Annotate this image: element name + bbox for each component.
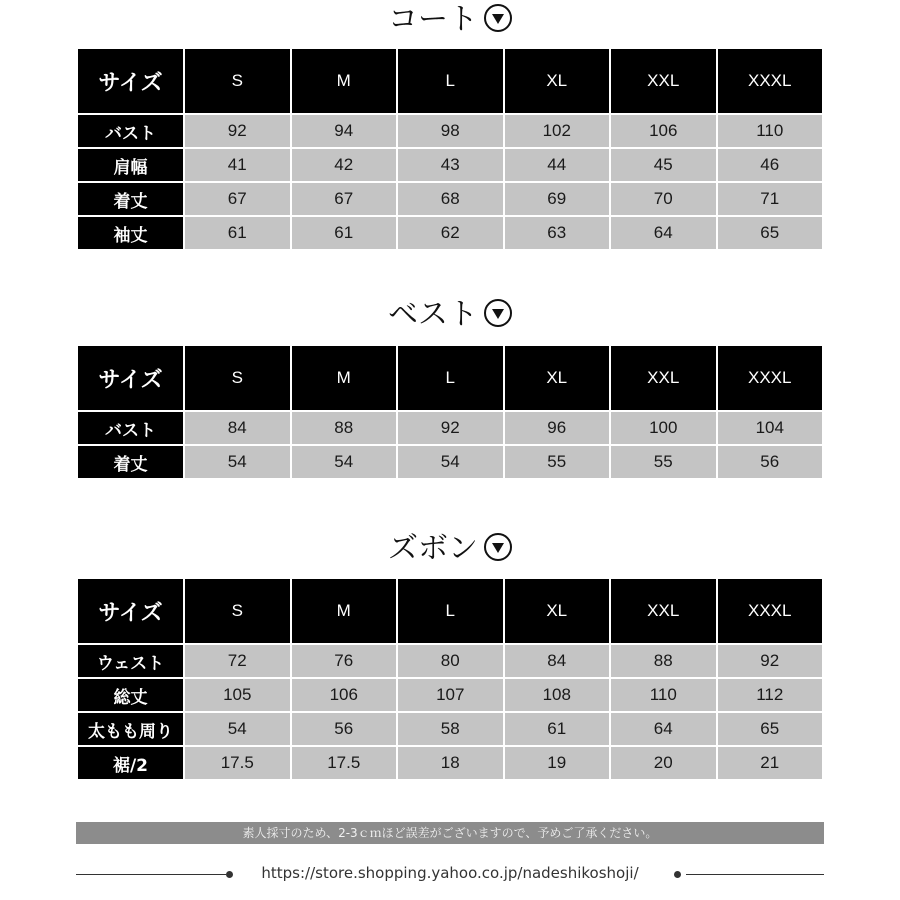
table-cell: 88 (291, 411, 398, 445)
table-cell: 61 (291, 216, 398, 250)
table-cell: 112 (717, 678, 824, 712)
table-cell: 69 (504, 182, 611, 216)
vest-size-xl: XL (504, 345, 611, 411)
coat-size-m: M (291, 48, 398, 114)
table-cell: 84 (184, 411, 291, 445)
table-cell: 42 (291, 148, 398, 182)
table-cell: 106 (291, 678, 398, 712)
chevron-down-icon (484, 4, 512, 32)
table-cell: 72 (184, 644, 291, 678)
table-cell: 64 (610, 712, 717, 746)
table-cell: 19 (504, 746, 611, 780)
table-cell: 45 (610, 148, 717, 182)
table-cell: 46 (717, 148, 824, 182)
pants-row-waist (77, 644, 823, 678)
table-cell: 54 (184, 712, 291, 746)
vest-section-title (0, 295, 900, 335)
pants-row-hem (77, 746, 823, 780)
table-cell: 94 (291, 114, 398, 148)
table-cell: 67 (184, 182, 291, 216)
measurement-note: 素人採寸のため、2-3ｃｍほど誤差がございますので、予めご了承ください。 (76, 822, 824, 844)
row-label: 太もも周り (77, 712, 184, 746)
row-label: 着丈 (77, 182, 184, 216)
table-cell: 56 (717, 445, 824, 479)
table-cell: 41 (184, 148, 291, 182)
table-cell: 76 (291, 644, 398, 678)
pants-size-xxl: XXL (610, 578, 717, 644)
table-cell: 61 (504, 712, 611, 746)
table-cell: 58 (397, 712, 504, 746)
pants-title-text: ズボン (388, 531, 478, 566)
vest-title-text: ベスト (388, 297, 478, 332)
table-cell: 105 (184, 678, 291, 712)
pants-size-xxxl: XXXL (717, 578, 824, 644)
table-cell: 18 (397, 746, 504, 780)
table-cell: 43 (397, 148, 504, 182)
pants-size-table (76, 577, 824, 781)
coat-header-row (77, 48, 823, 114)
table-cell: 54 (397, 445, 504, 479)
table-cell: 110 (717, 114, 824, 148)
table-cell: 67 (291, 182, 398, 216)
coat-size-xxxl: XXXL (717, 48, 824, 114)
vest-size-s: S (184, 345, 291, 411)
table-cell: 96 (504, 411, 611, 445)
table-cell: 98 (397, 114, 504, 148)
table-cell: 63 (504, 216, 611, 250)
coat-section-title (0, 0, 900, 40)
coat-row-sleeve (77, 216, 823, 250)
chevron-down-icon (484, 299, 512, 327)
table-cell: 92 (397, 411, 504, 445)
table-cell: 70 (610, 182, 717, 216)
store-url-link[interactable]: https://store.shopping.yahoo.co.jp/nadeshikoshoji/ (261, 864, 639, 882)
table-cell: 108 (504, 678, 611, 712)
footer (76, 862, 824, 886)
coat-header-label: サイズ (77, 48, 184, 114)
coat-size-xxl: XXL (610, 48, 717, 114)
row-label: バスト (77, 114, 184, 148)
vest-row-length (77, 445, 823, 479)
table-cell: 65 (717, 712, 824, 746)
row-label: 裾/2 (77, 746, 184, 780)
row-label: ウェスト (77, 644, 184, 678)
table-cell: 55 (504, 445, 611, 479)
table-cell: 65 (717, 216, 824, 250)
row-label: 袖丈 (77, 216, 184, 250)
table-cell: 80 (397, 644, 504, 678)
vest-header-row (77, 345, 823, 411)
table-cell: 100 (610, 411, 717, 445)
footer-dot-right (674, 871, 681, 878)
table-cell: 62 (397, 216, 504, 250)
table-cell: 17.5 (291, 746, 398, 780)
table-cell: 17.5 (184, 746, 291, 780)
table-cell: 56 (291, 712, 398, 746)
table-cell: 44 (504, 148, 611, 182)
vest-size-xxl: XXL (610, 345, 717, 411)
chevron-down-icon (484, 533, 512, 561)
row-label: バスト (77, 411, 184, 445)
table-cell: 92 (184, 114, 291, 148)
table-cell: 104 (717, 411, 824, 445)
table-cell: 71 (717, 182, 824, 216)
coat-size-l: L (397, 48, 504, 114)
table-cell: 102 (504, 114, 611, 148)
row-label: 肩幅 (77, 148, 184, 182)
row-label: 総丈 (77, 678, 184, 712)
vest-size-table (76, 344, 824, 480)
pants-header-row (77, 578, 823, 644)
table-cell: 110 (610, 678, 717, 712)
vest-row-bust (77, 411, 823, 445)
coat-row-length (77, 182, 823, 216)
table-cell: 92 (717, 644, 824, 678)
vest-size-l: L (397, 345, 504, 411)
coat-size-xl: XL (504, 48, 611, 114)
footer-divider-right (686, 874, 824, 875)
pants-row-total-length (77, 678, 823, 712)
table-cell: 106 (610, 114, 717, 148)
table-cell: 54 (184, 445, 291, 479)
table-cell: 68 (397, 182, 504, 216)
coat-size-s: S (184, 48, 291, 114)
pants-header-label: サイズ (77, 578, 184, 644)
table-cell: 64 (610, 216, 717, 250)
table-cell: 55 (610, 445, 717, 479)
pants-section-title (0, 529, 900, 569)
pants-size-xl: XL (504, 578, 611, 644)
table-cell: 61 (184, 216, 291, 250)
pants-row-thigh (77, 712, 823, 746)
table-cell: 21 (717, 746, 824, 780)
row-label: 着丈 (77, 445, 184, 479)
pants-size-m: M (291, 578, 398, 644)
coat-row-shoulder (77, 148, 823, 182)
table-cell: 54 (291, 445, 398, 479)
table-cell: 84 (504, 644, 611, 678)
coat-size-table (76, 47, 824, 251)
vest-size-xxxl: XXXL (717, 345, 824, 411)
table-cell: 107 (397, 678, 504, 712)
coat-title-text: コート (388, 2, 478, 37)
pants-size-s: S (184, 578, 291, 644)
pants-size-l: L (397, 578, 504, 644)
vest-header-label: サイズ (77, 345, 184, 411)
coat-row-bust (77, 114, 823, 148)
table-cell: 20 (610, 746, 717, 780)
table-cell: 88 (610, 644, 717, 678)
vest-size-m: M (291, 345, 398, 411)
